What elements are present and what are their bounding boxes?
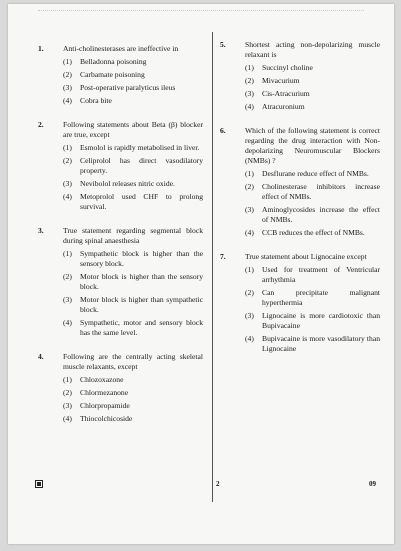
option [63, 156, 203, 176]
option-number: (4) [245, 102, 254, 111]
document-page [8, 4, 394, 544]
option-number: (4) [63, 192, 72, 201]
option-number: (3) [63, 401, 72, 410]
option [63, 295, 203, 315]
question-text: Anti-cholinesterases are ineffective in [63, 44, 179, 53]
booklet-code: 09 [369, 480, 376, 488]
option [63, 272, 203, 292]
option [245, 169, 380, 179]
option-number: (3) [245, 205, 254, 214]
option-text: Cobra bite [80, 96, 112, 105]
option [245, 311, 380, 331]
option [63, 96, 203, 106]
option [245, 288, 380, 308]
option-number: (3) [245, 89, 254, 98]
question-5 [220, 40, 380, 112]
option-number: (1) [63, 57, 72, 66]
option-text: Aminoglycosides increase the effect of NMBs. [262, 205, 380, 224]
question-text: True statement regarding segmental block during spinal anaesthesia [63, 226, 203, 245]
option-text: Lignocaine is more cardiotoxic than Bupivacaine [262, 311, 380, 330]
question-text: Following statements about Beta (β) blocker are true, except [63, 120, 203, 139]
question-text: True statement about Lignocaine except [245, 252, 367, 261]
option [63, 192, 203, 212]
option-number: (4) [245, 334, 254, 343]
option-number: (1) [63, 375, 72, 384]
option-number: (2) [63, 388, 72, 397]
question-number: 6. [220, 126, 226, 135]
option-number: (2) [63, 272, 72, 281]
option [245, 182, 380, 202]
option [245, 102, 380, 112]
question-number: 3. [38, 226, 44, 235]
option-text: Sympathetic, motor and sensory block has the same level. [80, 318, 203, 337]
option [245, 228, 380, 238]
option-number: (2) [63, 156, 72, 165]
option-number: (1) [63, 143, 72, 152]
option [63, 388, 203, 398]
option [245, 265, 380, 285]
option [63, 70, 203, 80]
question-number: 2. [38, 120, 44, 129]
question-1 [38, 44, 203, 106]
option [63, 401, 203, 411]
option-text: Desflurane reduce effect of NMBs. [262, 169, 369, 178]
option-text: Cholinesterase inhibitors increase effect of NMBs. [262, 182, 380, 201]
option-text: Celiprolol has direct vasodilatory property. [80, 156, 203, 175]
question-2 [38, 120, 203, 212]
option-number: (1) [245, 169, 254, 178]
header-rule [38, 10, 364, 19]
left-column [38, 44, 203, 438]
option-text: Carbamate poisoning [80, 70, 145, 79]
option-text: Chlozoxazone [80, 375, 124, 384]
column-divider [212, 32, 213, 502]
option-number: (2) [63, 70, 72, 79]
option-number: (1) [245, 63, 254, 72]
option-number: (1) [63, 249, 72, 258]
question-text: Which of the following statement is correct regarding the drug interaction with Non-depolarizing Neuromuscular Blockers (NMBs) ? [245, 126, 380, 165]
option [63, 83, 203, 93]
option [245, 334, 380, 354]
options-list [63, 57, 203, 106]
option-text: Chlorpropamide [80, 401, 130, 410]
option [63, 57, 203, 67]
option-number: (3) [63, 83, 72, 92]
option-number: (1) [245, 265, 254, 274]
option-text: Can precipitate malignant hyperthermia [262, 288, 380, 307]
option-text: CCB reduces the effect of NMBs. [262, 228, 365, 237]
question-4 [38, 352, 203, 424]
option-number: (2) [245, 182, 254, 191]
question-number: 7. [220, 252, 226, 261]
option-text: Motor block is higher than sympathetic block. [80, 295, 203, 314]
question-6 [220, 126, 380, 238]
option-text: Bupivacaine is more vasodilatory than Lignocaine [262, 334, 380, 353]
options-list [245, 265, 380, 354]
option [63, 318, 203, 338]
option-text: Cis-Atracurium [262, 89, 310, 98]
question-number: 5. [220, 40, 226, 49]
option-text: Chlormezanone [80, 388, 129, 397]
option-text: Succinyl choline [262, 63, 313, 72]
question-text: Shortest acting non-depolarizing muscle relaxant is [245, 40, 380, 59]
option-text: Esmolol is rapidly metabolised in liver. [80, 143, 200, 152]
option [245, 205, 380, 225]
options-list [63, 375, 203, 424]
option-text: Metoprolol used CHF to prolong survival. [80, 192, 203, 211]
page-number: 2 [216, 480, 220, 488]
option [63, 414, 203, 424]
question-3 [38, 226, 203, 338]
option-text: Used for treatment of Ventricular arrhythmia [262, 265, 380, 284]
option [245, 89, 380, 99]
option-number: (4) [63, 96, 72, 105]
option-text: Thiocolchicoside [80, 414, 133, 423]
option-number: (2) [245, 288, 254, 297]
option-number: (3) [63, 295, 72, 304]
option-number: (4) [63, 414, 72, 423]
option-text: Motor block is higher than the sensory block. [80, 272, 203, 291]
options-list [245, 169, 380, 238]
registration-mark-icon [35, 480, 43, 488]
option-number: (4) [245, 228, 254, 237]
options-list [245, 63, 380, 112]
option [63, 375, 203, 385]
option-text: Nevibolol releases nitric oxide. [80, 179, 175, 188]
option-text: Mivacurium [262, 76, 300, 85]
option [63, 249, 203, 269]
question-number: 1. [38, 44, 44, 53]
option-number: (4) [63, 318, 72, 327]
options-list [63, 143, 203, 212]
option-number: (3) [63, 179, 72, 188]
option [245, 76, 380, 86]
options-list [63, 249, 203, 338]
option-text: Belladonna poisoning [80, 57, 147, 66]
question-number: 4. [38, 352, 44, 361]
option [245, 63, 380, 73]
option [63, 143, 203, 153]
option-text: Sympathetic block is higher than the sensory block. [80, 249, 203, 268]
option-text: Atracuronium [262, 102, 305, 111]
option-number: (2) [245, 76, 254, 85]
option-number: (3) [245, 311, 254, 320]
right-column [220, 40, 380, 368]
question-7 [220, 252, 380, 354]
option [63, 179, 203, 189]
question-text: Following are the centrally acting skeletal muscle relaxants, except [63, 352, 203, 371]
option-text: Post-operative paralyticus ileus [80, 83, 176, 92]
